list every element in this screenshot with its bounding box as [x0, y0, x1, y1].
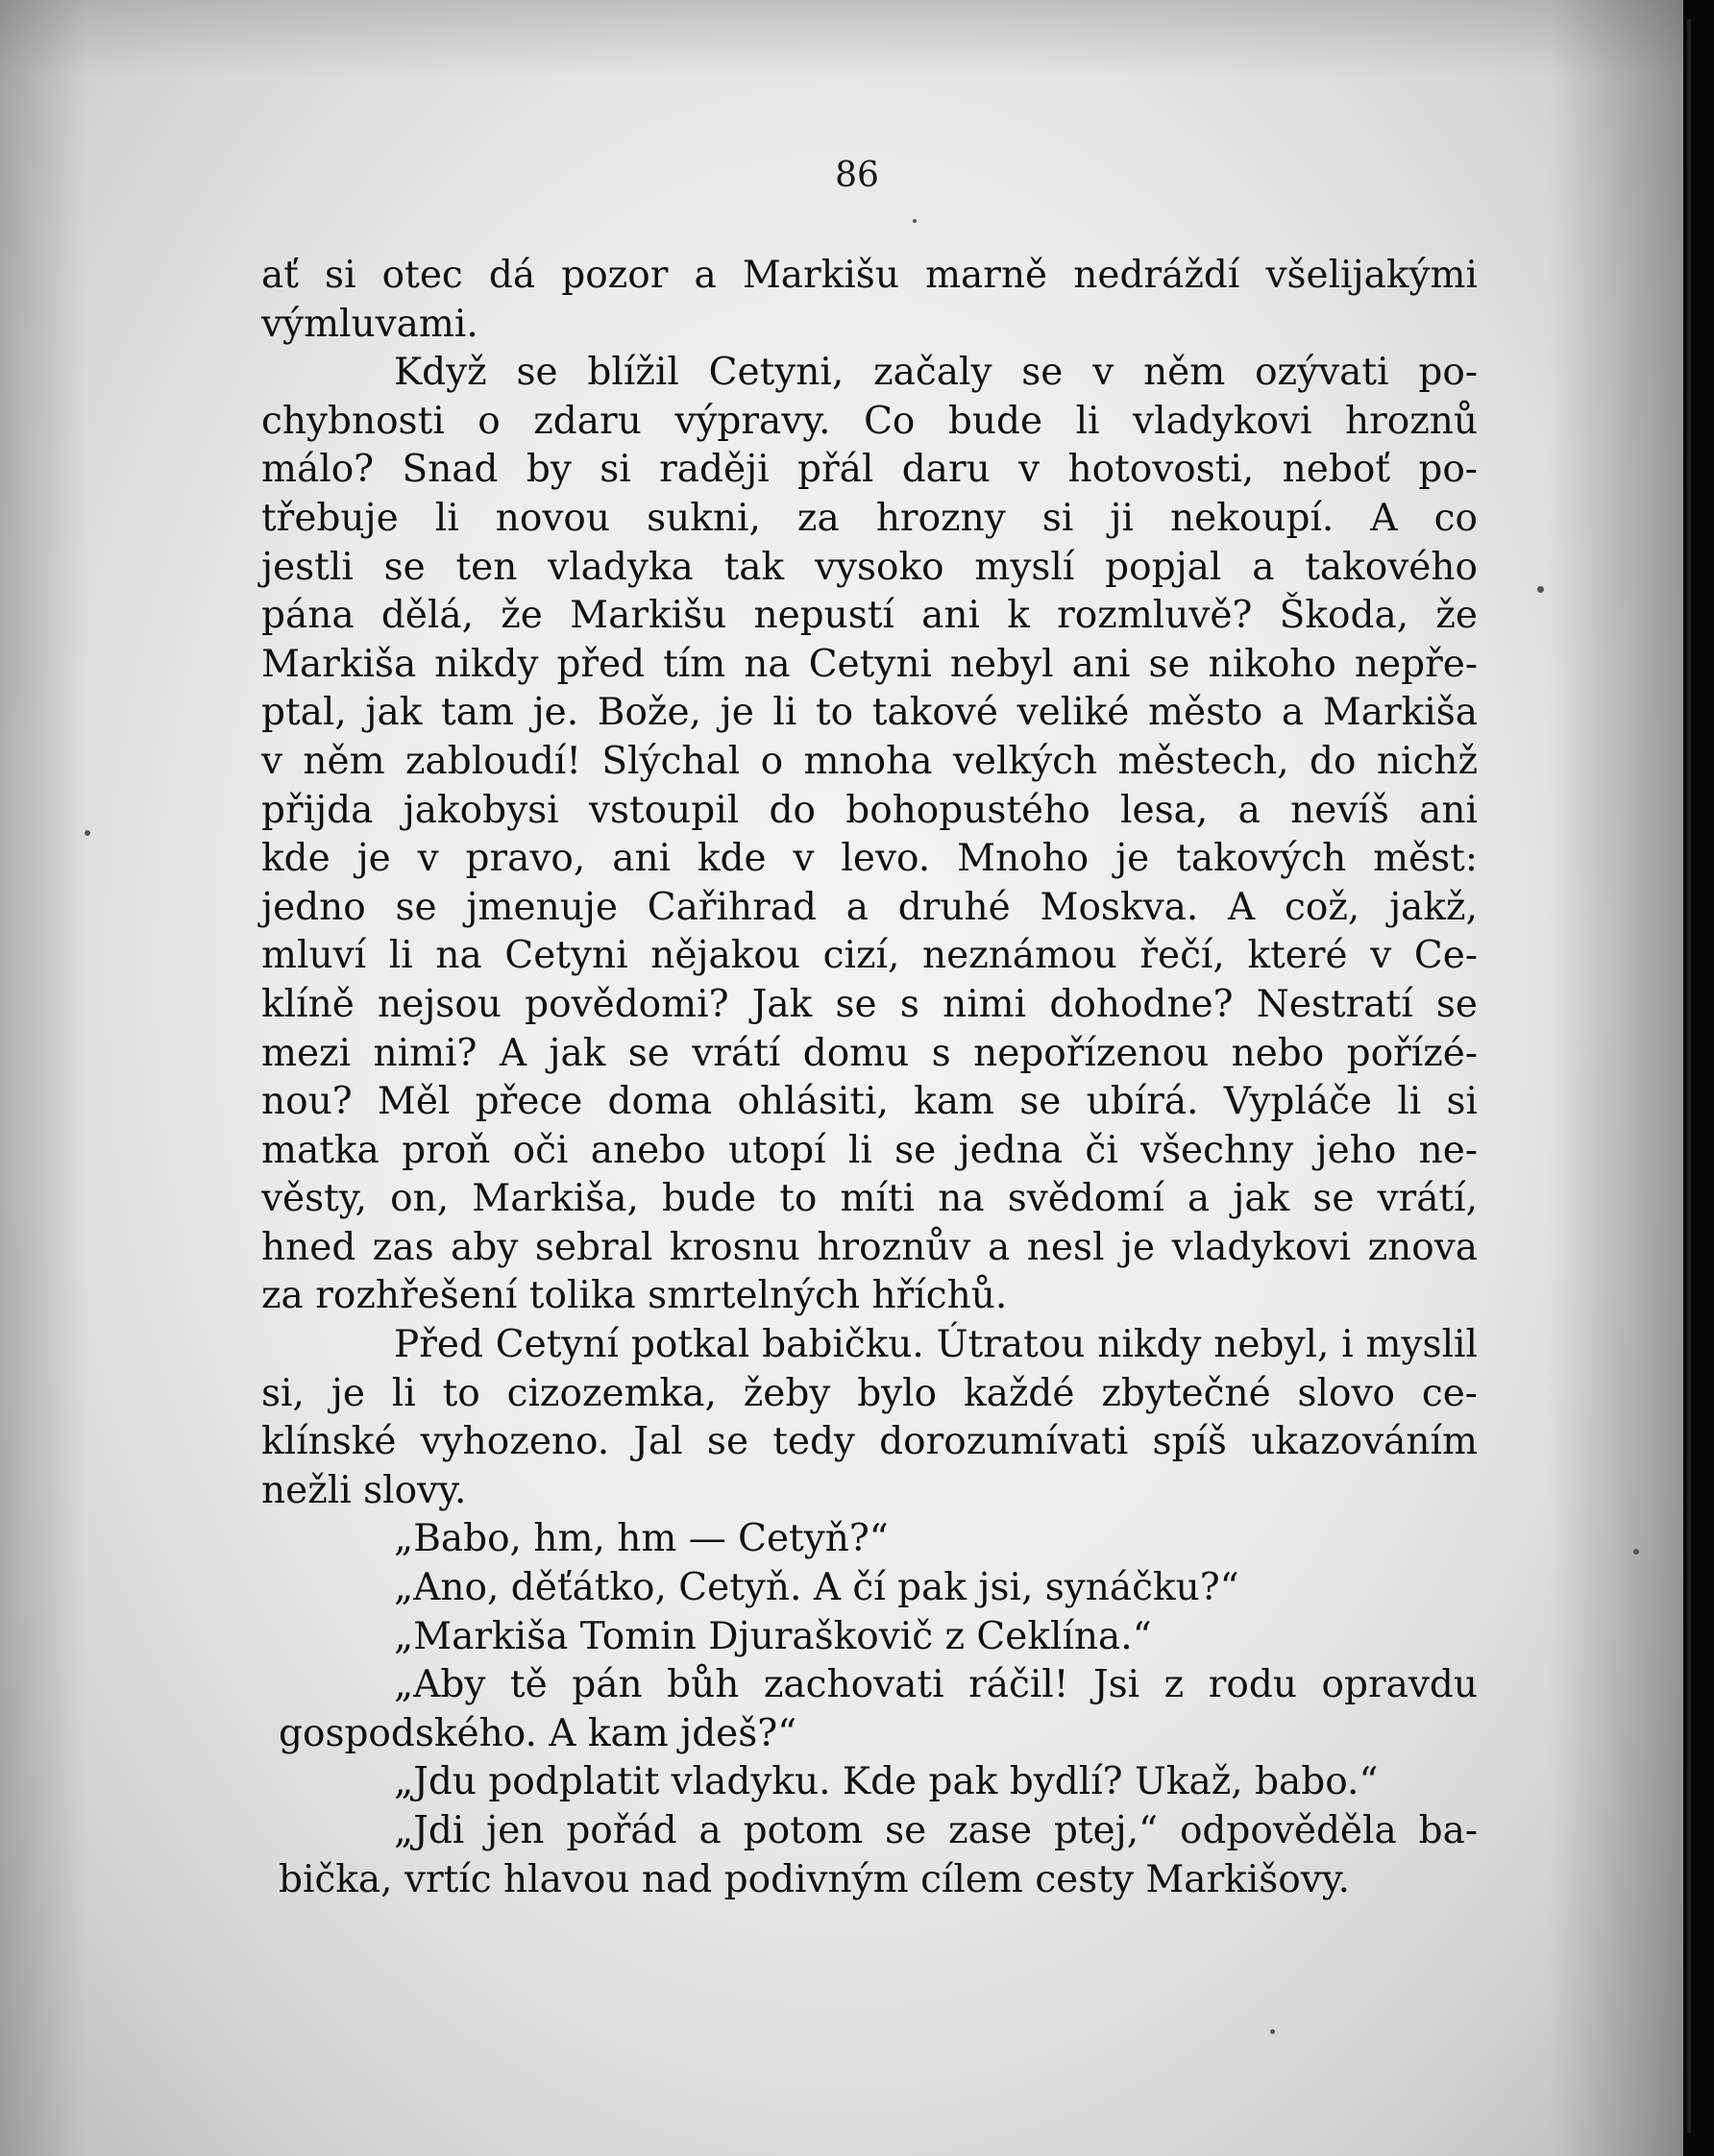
text-line: bička, vrtíc hlavou nad podivným cílem cesty Markišovy. — [279, 1857, 1351, 1901]
text-line: gospodského. A kam jdeš?“ — [279, 1711, 797, 1755]
text-line: si, je li to cizozemka, žeby bylo každé zbytečné slovo ce- — [261, 1371, 1478, 1415]
page-number: 86 — [835, 156, 879, 195]
scan-speck — [1537, 586, 1544, 593]
text-line: hned zas aby sebral krosnu hroznův a nesl je vladykovi znova — [261, 1225, 1478, 1269]
text-line: Markiša nikdy před tím na Cetyni nebyl ani se nikoho nepře- — [261, 642, 1478, 686]
scan-speck — [85, 830, 90, 836]
text-line: za rozhřešení tolika smrtelných hříchů. — [261, 1274, 1008, 1318]
text-line: chybnosti o zdaru výpravy. Co bude li vladykovi hroznů — [261, 399, 1478, 443]
left-edge-shadow — [0, 0, 86, 2156]
paragraph-first-line: Když se blížil Cetyni, začaly se v něm ozývati po- — [394, 351, 1478, 395]
text-line: klíně nejsou povědomi? Jak se s nimi dohodne? Nestratí se — [261, 982, 1478, 1026]
text-line: nežli slovy. — [261, 1468, 467, 1512]
text-line: přijda jakobysi vstoupil do bohopustého lesa, a nevíš ani — [261, 788, 1478, 832]
dialogue-line: „Jdi jen pořád a potom se zase ptej,“ odpověděla ba- — [394, 1809, 1478, 1852]
text-line: klínské vyhozeno. Jal se tedy dorozumívati spíš ukazováním — [261, 1420, 1478, 1464]
text-line: jestli se ten vladyka tak vysoko myslí popjal a takového — [261, 545, 1478, 589]
right-edge-shadow — [1549, 0, 1683, 2156]
text-line: mezi nimi? A jak se vrátí domu s nepořízenou nebo pořízé- — [261, 1031, 1478, 1075]
text-line: pána dělá, že Markišu nepustí ani k rozmluvě? Škoda, že — [261, 594, 1478, 638]
paragraph-first-line: Před Cetyní potkal babičku. Útratou nikdy nebyl, i myslil — [394, 1323, 1478, 1367]
dialogue-line: „Babo, hm, hm — Cetyň?“ — [394, 1517, 889, 1561]
text-line: věsty, on, Markiša, bude to míti na svědomí a jak se vrátí, — [261, 1177, 1478, 1221]
text-line: ať si otec dá pozor a Markišu marně nedráždí všelijakými — [261, 254, 1478, 297]
text-line: málo? Snad by si raději přál daru v hotovosti, neboť po- — [261, 448, 1478, 492]
scan-speck — [1270, 2029, 1275, 2034]
body-text — [261, 252, 1478, 1904]
text-line: nou? Měl přece doma ohlásiti, kam se ubírá. Vypláče li si — [261, 1080, 1478, 1124]
text-line: mluví li na Cetyni nějakou cizí, neznámou řečí, které v Ce- — [261, 934, 1478, 978]
text-line: matka proň oči anebo utopí li se jedna či všechny jeho ne- — [261, 1128, 1478, 1172]
text-line: kde je v pravo, ani kde v levo. Mnoho je takových měst: — [261, 837, 1478, 881]
scan-speck — [1633, 1549, 1639, 1555]
dialogue-line: „Aby tě pán bůh zachovati ráčil! Jsi z rodu opravdu — [394, 1663, 1478, 1707]
binding-line — [1687, 19, 1691, 2133]
text-line: ptal, jak tam je. Bože, je li to takové veliké město a Markiša — [261, 691, 1478, 735]
top-edge-shadow — [0, 0, 1683, 77]
scan-speck — [913, 219, 917, 223]
dialogue-line: „Ano, děťátko, Cetyň. A čí pak jsi, synáčku?“ — [394, 1566, 1239, 1610]
text-line: výmluvami. — [261, 302, 478, 346]
text-line: v něm zabloudí! Slýchal o mnoha velkých městech, do nichž — [261, 739, 1478, 783]
text-line: třebuje li novou sukni, za hrozny si ji nekoupí. A co — [261, 496, 1478, 540]
dialogue-line: „Jdu podplatit vladyku. Kde pak bydlí? Ukaž, babo.“ — [394, 1760, 1379, 1804]
text-line: jedno se jmenuje Cařihrad a druhé Moskva. A což, jakž, — [261, 885, 1478, 929]
dialogue-line: „Markiša Tomin Djuraškovič z Ceklína.“ — [394, 1614, 1152, 1658]
